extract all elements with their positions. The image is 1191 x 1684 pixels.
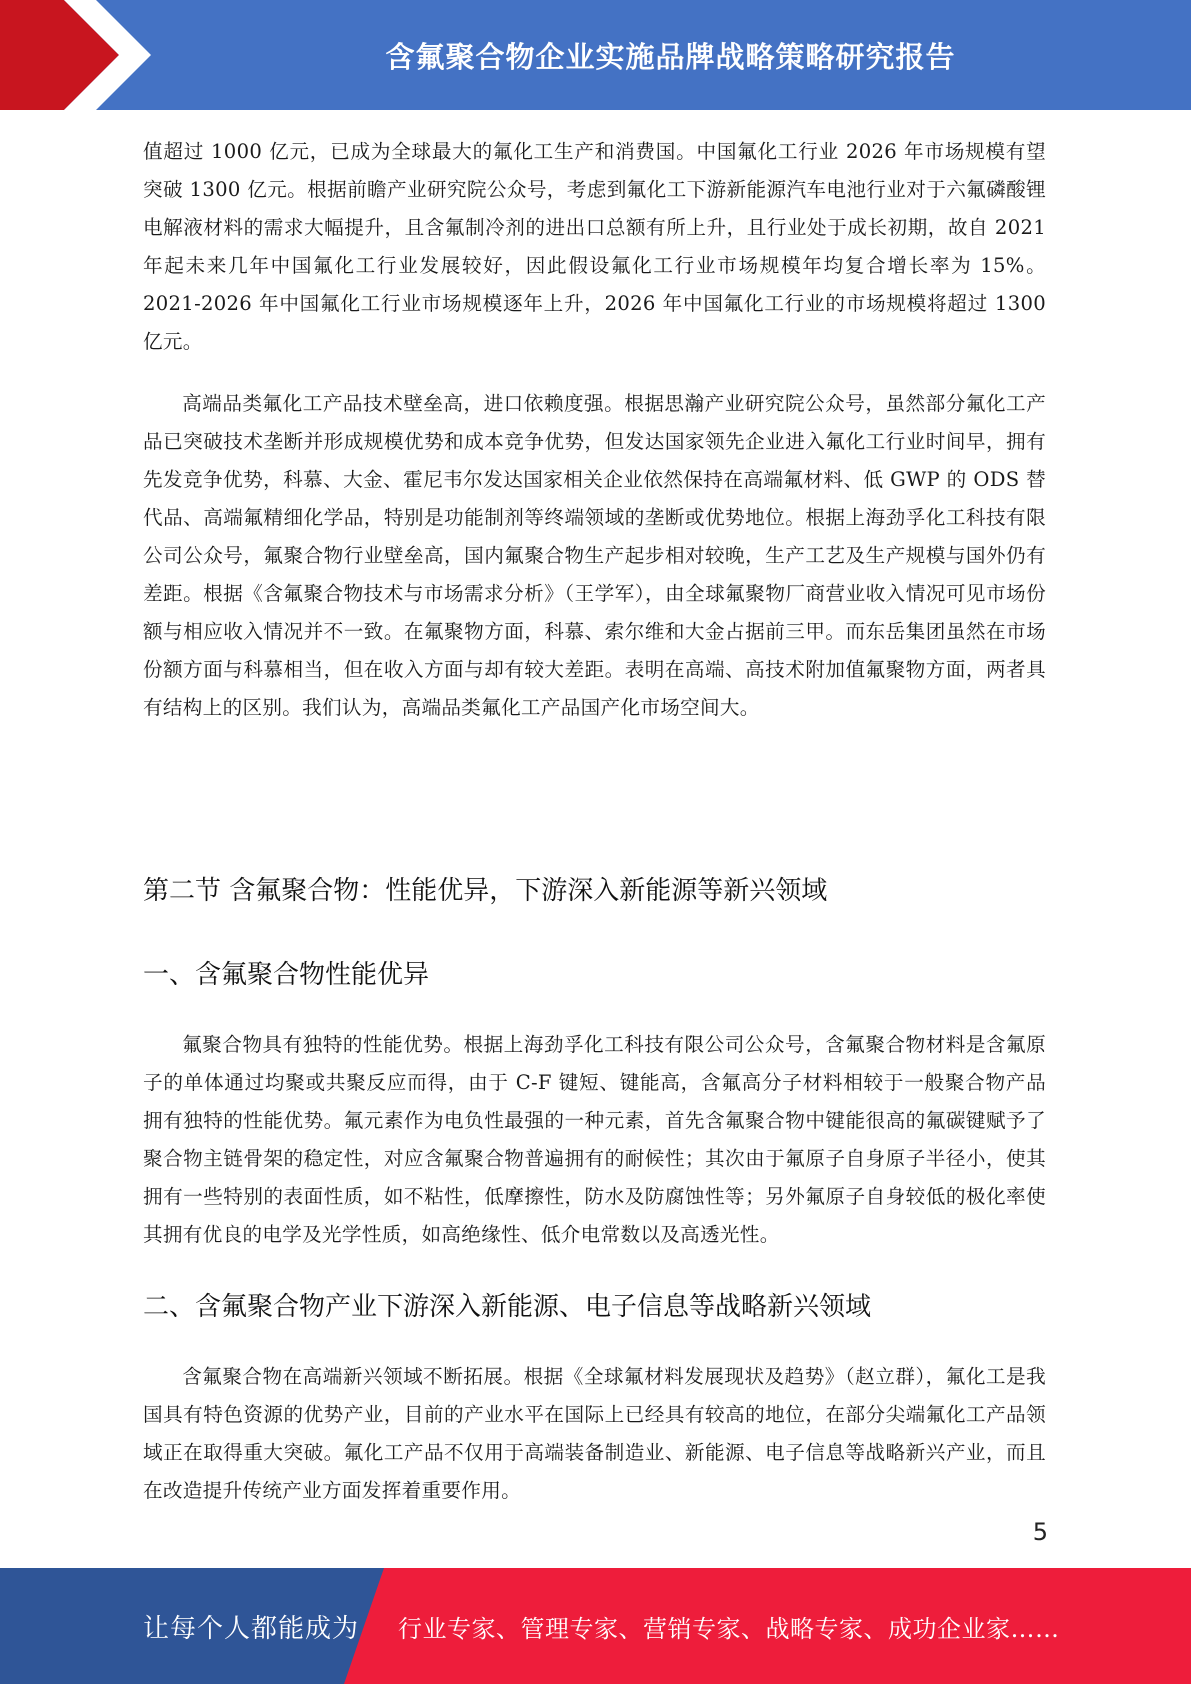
- paragraph-high-end-products: 高端品类氟化工产品技术壁垒高，进口依赖度强。根据思瀚产业研究院公众号，虽然部分氟化工产品已突破技术垄断并形成规模优势和成本竞争优势，但发达国家领先企业进入氟化工行业时间早，拥有先发竞争优势，科慕、大金、霍尼韦尔发达国家相关企业依然保持在高端氟材料、低 GWP 的 ODS 替代品、高端氟精细化学品，特别是功能制剂等终端领域的垄断或优势地位。根据上海劲孚化工科技有限公司公众号，氟聚合物行业壁垒高，国内氟聚合物生产起步相对较晚，生产工艺及生产规模与国外仍有差距。根据《含氟聚合物技术与市场需求分析》（王学军），由全球氟聚物厂商营业收入情况可见市场份额与相应收入情况并不一致。在氟聚物方面，科慕、索尔维和大金占据前三甲。而东岳集团虽然在市场份额方面与科慕相当，但在收入方面与却有较大差距。表明在高端、高技术附加值氟聚物方面，两者具有结构上的区别。我们认为，高端品类氟化工产品国产化市场空间大。: [143, 392, 1046, 719]
- footer-slogan-left: 让每个人都能成为: [143, 1613, 360, 1644]
- body-content: [143, 133, 1046, 727]
- paragraph-downstream: 含氟聚合物在高端新兴领域不断拓展。根据《全球氟材料发展现状及趋势》（赵立群），氟化工是我国具有特色资源的优势产业，目前的产业水平在国际上已经具有较高的地位，在部分尖端氟化工产品领域正在取得重大突破。氟化工产品不仅用于高端装备制造业、新能源、电子信息等战略新兴产业，而且在改造提升传统产业方面发挥着重要作用。: [143, 1365, 1046, 1502]
- paragraph-market-size: 值超过 1000 亿元，已成为全球最大的氟化工生产和消费国。中国氟化工行业 2026 年市场规模有望突破 1300 亿元。根据前瞻产业研究院公众号，考虑到氟化工下游新能源汽车电池行业对于六氟磷酸锂电解液材料的需求大幅提升，且含氟制冷剂的进出口总额有所上升，且行业处于成长初期，故自 2021 年起未来几年中国氟化工行业发展较好，因此假设氟化工行业市场规模年均复合增长率为 15%。2021-2026 年中国氟化工行业市场规模逐年上升，2026 年中国氟化工行业的市场规模将超过 1300 亿元。: [143, 140, 1046, 353]
- subsection-title-performance: 一、含氟聚合物性能优异: [143, 960, 430, 990]
- page-footer: [0, 1568, 1191, 1684]
- page-header: [0, 0, 1191, 110]
- performance-section: [143, 1026, 1046, 1254]
- chevron-arrow-icon: [0, 0, 160, 110]
- page-number: 5: [1032, 1518, 1048, 1546]
- section-title: 第二节 含氟聚合物：性能优异，下游深入新能源等新兴领域: [143, 876, 828, 906]
- subsection-title-downstream: 二、含氟聚合物产业下游深入新能源、电子信息等战略新兴领域: [143, 1292, 872, 1322]
- header-title: 含氟聚合物企业实施品牌战略策略研究报告: [385, 39, 956, 74]
- paragraph-performance: 氟聚合物具有独特的性能优势。根据上海劲孚化工科技有限公司公众号，含氟聚合物材料是含氟原子的单体通过均聚或共聚反应而得，由于 C-F 键短、键能高，含氟高分子材料相较于一般聚合物产品拥有独特的性能优势。氟元素作为电负性最强的一种元素，首先含氟聚合物中键能很高的氟碳键赋予了聚合物主链骨架的稳定性，对应含氟聚合物普遍拥有的耐候性；其次由于氟原子自身原子半径小，使其拥有一些特别的表面性质，如不粘性，低摩擦性，防水及防腐蚀性等；另外氟原子自身较低的极化率使其拥有优良的电学及光学性质，如高绝缘性、低介电常数以及高透光性。: [143, 1033, 1046, 1246]
- footer-slogan-right: 行业专家、管理专家、营销专家、战略专家、成功企业家……: [398, 1614, 1060, 1643]
- downstream-section: [143, 1358, 1046, 1510]
